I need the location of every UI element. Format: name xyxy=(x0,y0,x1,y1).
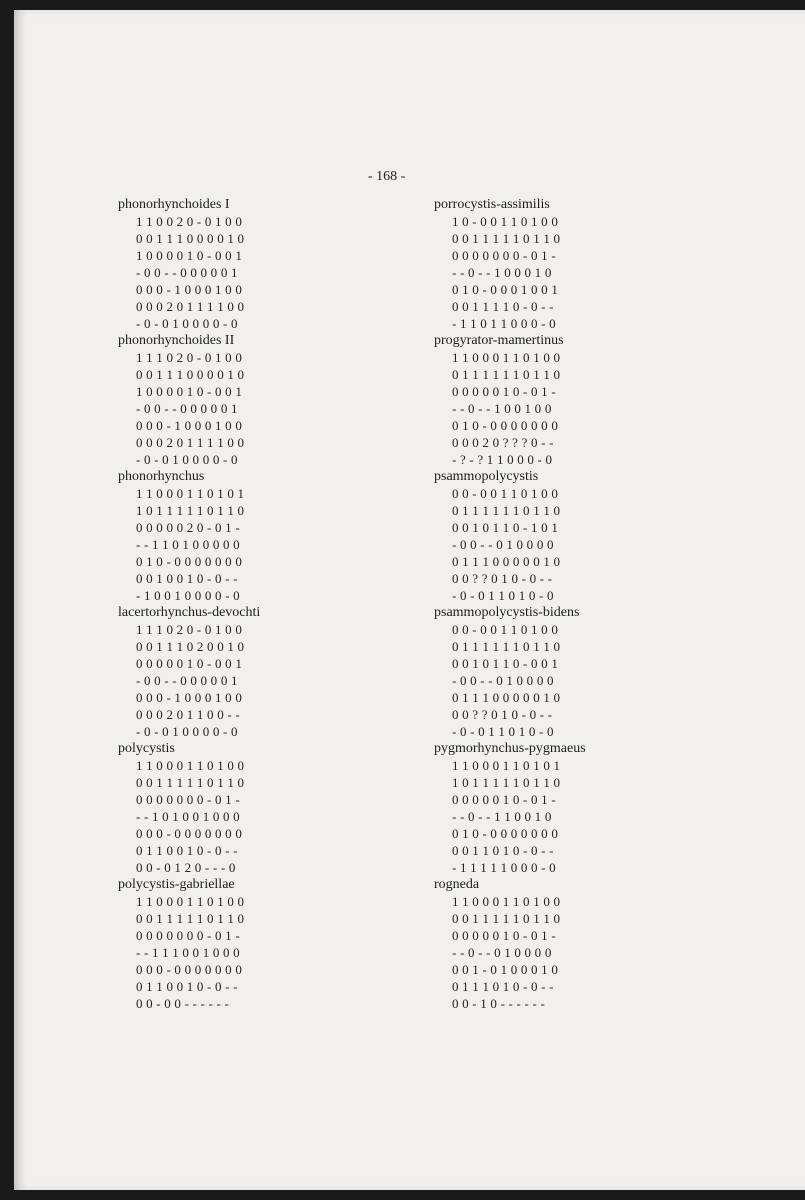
matrix-row: - - 0 - - 1 0 0 1 0 0 xyxy=(452,401,552,416)
matrix-row: - 0 0 - - 0 0 0 0 0 1 xyxy=(136,265,238,280)
character-matrix xyxy=(136,893,260,1012)
taxon-name: polycystis xyxy=(118,741,175,756)
matrix-row: 0 0 0 0 0 2 0 - 0 1 - xyxy=(136,520,240,535)
matrix-row: 1 1 1 0 2 0 - 0 1 0 0 xyxy=(136,350,243,365)
matrix-row: - 1 1 1 1 1 0 0 0 - 0 xyxy=(452,860,556,875)
matrix-row: 0 0 - 0 0 - - - - - - xyxy=(136,996,230,1011)
matrix-row: 0 0 0 0 0 1 0 - 0 1 - xyxy=(452,928,556,943)
taxon-name: rogneda xyxy=(434,877,480,892)
matrix-row: 0 1 1 1 1 1 1 0 1 1 0 xyxy=(452,367,561,382)
character-matrix xyxy=(452,213,586,332)
matrix-row: - - 1 0 1 0 0 1 0 0 0 xyxy=(136,809,240,824)
matrix-row: 0 1 1 0 0 1 0 - 0 - - xyxy=(136,979,238,994)
matrix-row: 0 0 1 - 0 1 0 0 0 1 0 xyxy=(452,962,559,977)
taxon-name: progyrator-mamertinus xyxy=(434,333,564,348)
matrix-row: 0 0 ? ? 0 1 0 - 0 - - xyxy=(452,707,553,722)
matrix-row: 0 0 0 2 0 1 1 1 1 0 0 xyxy=(136,435,245,450)
taxon-block xyxy=(420,469,586,605)
character-matrix xyxy=(136,621,260,740)
taxon-name: pygmorhynchus-pygmaeus xyxy=(434,741,586,756)
matrix-row: 0 1 1 1 1 1 1 0 1 1 0 xyxy=(452,639,561,654)
matrix-row: - - 0 - - 0 1 0 0 0 0 xyxy=(452,945,552,960)
matrix-row: 0 0 1 0 1 1 0 - 1 0 1 xyxy=(452,520,559,535)
character-matrix xyxy=(452,621,586,740)
matrix-row: 1 1 0 0 2 0 - 0 1 0 0 xyxy=(136,214,243,229)
matrix-row: - 1 0 0 1 0 0 0 0 - 0 xyxy=(136,588,240,603)
matrix-row: 0 0 1 1 1 1 1 0 1 1 0 xyxy=(136,775,245,790)
character-matrix xyxy=(136,757,260,876)
matrix-row: 0 0 0 - 1 0 0 0 1 0 0 xyxy=(136,282,243,297)
matrix-row: 0 0 0 2 0 ? ? ? 0 - - xyxy=(452,435,554,450)
taxon-block xyxy=(104,741,260,877)
matrix-row: 0 0 0 - 1 0 0 0 1 0 0 xyxy=(136,690,243,705)
matrix-row: 0 0 0 2 0 1 1 0 0 - - xyxy=(136,707,240,722)
matrix-row: 0 0 ? ? 0 1 0 - 0 - - xyxy=(452,571,553,586)
taxon-block xyxy=(104,333,260,469)
matrix-row: 1 1 0 0 0 1 1 0 1 0 0 xyxy=(452,350,561,365)
matrix-row: 0 1 0 - 0 0 0 0 0 0 0 xyxy=(452,826,559,841)
matrix-row: 0 0 1 0 1 1 0 - 0 0 1 xyxy=(452,656,559,671)
matrix-row: - 0 - 0 1 0 0 0 0 - 0 xyxy=(136,316,238,331)
character-matrix xyxy=(136,485,260,604)
matrix-row: 0 1 1 1 1 1 1 0 1 1 0 xyxy=(452,503,561,518)
matrix-row: 1 1 0 0 0 1 1 0 1 0 0 xyxy=(136,894,245,909)
matrix-row: 1 1 0 0 0 1 1 0 1 0 1 xyxy=(452,758,561,773)
matrix-row: - 0 0 - - 0 0 0 0 0 1 xyxy=(136,401,238,416)
taxon-block xyxy=(104,605,260,741)
matrix-row: 0 0 - 0 0 1 1 0 1 0 0 xyxy=(452,486,559,501)
taxon-block xyxy=(104,197,260,333)
matrix-row: 0 0 1 0 0 1 0 - 0 - - xyxy=(136,571,238,586)
character-matrix xyxy=(452,893,586,1012)
matrix-row: - - 1 1 0 1 0 0 0 0 0 xyxy=(136,537,240,552)
taxon-name: phonorhynchoides II xyxy=(118,333,235,348)
matrix-row: - ? - ? 1 1 0 0 0 - 0 xyxy=(452,452,553,467)
matrix-row: 1 1 1 0 2 0 - 0 1 0 0 xyxy=(136,622,243,637)
matrix-row: 0 0 0 2 0 1 1 1 1 0 0 xyxy=(136,299,245,314)
matrix-row: 0 0 1 1 1 0 0 0 0 1 0 xyxy=(136,231,245,246)
left-column xyxy=(104,197,260,1013)
matrix-row: 0 1 1 1 0 0 0 0 0 1 0 xyxy=(452,554,561,569)
matrix-row: 0 0 0 0 0 0 0 - 0 1 - xyxy=(136,792,240,807)
matrix-row: - 0 0 - - 0 0 0 0 0 1 xyxy=(136,673,238,688)
matrix-row: 0 0 1 1 0 1 0 - 0 - - xyxy=(452,843,554,858)
matrix-row: 0 1 0 - 0 0 0 0 0 0 0 xyxy=(136,554,243,569)
taxon-block xyxy=(420,197,586,333)
matrix-row: 0 0 1 1 1 0 2 0 0 1 0 xyxy=(136,639,245,654)
matrix-row: 0 0 1 1 1 1 1 0 1 1 0 xyxy=(136,911,245,926)
right-column xyxy=(420,197,586,1013)
taxon-name: psammopolycystis xyxy=(434,469,539,484)
taxon-name: polycystis-gabriellae xyxy=(118,877,235,892)
matrix-row: 0 0 0 0 0 1 0 - 0 1 - xyxy=(452,792,556,807)
matrix-row: 0 0 1 1 1 0 0 0 0 1 0 xyxy=(136,367,245,382)
taxon-block xyxy=(104,469,260,605)
taxon-block xyxy=(420,877,586,1013)
matrix-row: 0 0 1 1 1 1 0 - 0 - - xyxy=(452,299,554,314)
character-matrix xyxy=(452,485,586,604)
matrix-row: 1 1 0 0 0 1 1 0 1 0 1 xyxy=(136,486,245,501)
matrix-row: 0 0 0 - 0 0 0 0 0 0 0 xyxy=(136,826,243,841)
matrix-row: - 0 0 - - 0 1 0 0 0 0 xyxy=(452,673,554,688)
matrix-row: - - 1 1 1 0 0 1 0 0 0 xyxy=(136,945,240,960)
matrix-row: 0 0 - 1 0 - - - - - - xyxy=(452,996,546,1011)
matrix-row: 0 0 1 1 1 1 1 0 1 1 0 xyxy=(452,231,561,246)
matrix-row: 0 0 0 0 0 0 0 - 0 1 - xyxy=(136,928,240,943)
matrix-row: 0 1 1 0 0 1 0 - 0 - - xyxy=(136,843,238,858)
matrix-row: 0 0 - 0 0 1 1 0 1 0 0 xyxy=(452,622,559,637)
character-matrix xyxy=(136,349,260,468)
matrix-row: 0 1 1 1 0 0 0 0 0 1 0 xyxy=(452,690,561,705)
matrix-row: 1 0 1 1 1 1 1 0 1 1 0 xyxy=(452,775,561,790)
taxon-block xyxy=(104,877,260,1013)
matrix-row: 0 0 0 0 0 0 0 - 0 1 - xyxy=(452,248,556,263)
taxon-block xyxy=(420,333,586,469)
matrix-row: 1 1 0 0 0 1 1 0 1 0 0 xyxy=(452,894,561,909)
taxon-name: psammopolycystis-bidens xyxy=(434,605,580,620)
matrix-row: 0 1 0 - 0 0 0 1 0 0 1 xyxy=(452,282,559,297)
matrix-row: 1 0 0 0 0 1 0 - 0 0 1 xyxy=(136,384,243,399)
character-matrix xyxy=(136,213,260,332)
matrix-row: 0 0 0 0 0 1 0 - 0 1 - xyxy=(452,384,556,399)
taxon-name: phonorhynchus xyxy=(118,469,205,484)
page-number: - 168 - xyxy=(368,169,406,184)
taxon-name: porrocystis-assimilis xyxy=(434,197,550,212)
matrix-row: 0 0 1 1 1 1 1 0 1 1 0 xyxy=(452,911,561,926)
taxon-name: lacertorhynchus-devochti xyxy=(118,605,261,620)
matrix-row: - 0 - 0 1 1 0 1 0 - 0 xyxy=(452,724,554,739)
matrix-row: 0 1 1 1 0 1 0 - 0 - - xyxy=(452,979,554,994)
matrix-row: 1 1 0 0 0 1 1 0 1 0 0 xyxy=(136,758,245,773)
taxon-block xyxy=(420,741,586,877)
matrix-row: - - 0 - - 1 0 0 0 1 0 xyxy=(452,265,552,280)
matrix-row: - 0 - 0 1 0 0 0 0 - 0 xyxy=(136,724,238,739)
matrix-row: 1 0 1 1 1 1 1 0 1 1 0 xyxy=(136,503,245,518)
matrix-row: - 0 0 - - 0 1 0 0 0 0 xyxy=(452,537,554,552)
matrix-row: - 0 - 0 1 1 0 1 0 - 0 xyxy=(452,588,554,603)
matrix-row: 0 0 0 - 0 0 0 0 0 0 0 xyxy=(136,962,243,977)
matrix-row: 1 0 0 0 0 1 0 - 0 0 1 xyxy=(136,248,243,263)
matrix-row: 0 1 0 - 0 0 0 0 0 0 0 xyxy=(452,418,559,433)
matrix-row: - 0 - 0 1 0 0 0 0 - 0 xyxy=(136,452,238,467)
matrix-row: - 1 1 0 1 1 0 0 0 - 0 xyxy=(452,316,556,331)
character-matrix xyxy=(452,349,586,468)
taxon-name: phonorhynchoides I xyxy=(118,197,230,212)
matrix-row: 1 0 - 0 0 1 1 0 1 0 0 xyxy=(452,214,559,229)
taxon-block xyxy=(420,605,586,741)
matrix-row: - - 0 - - 1 1 0 0 1 0 xyxy=(452,809,552,824)
matrix-row: 0 0 0 0 0 1 0 - 0 0 1 xyxy=(136,656,243,671)
character-matrix xyxy=(452,757,586,876)
matrix-row: 0 0 0 - 1 0 0 0 1 0 0 xyxy=(136,418,243,433)
matrix-row: 0 0 - 0 1 2 0 - - - 0 xyxy=(136,860,236,875)
